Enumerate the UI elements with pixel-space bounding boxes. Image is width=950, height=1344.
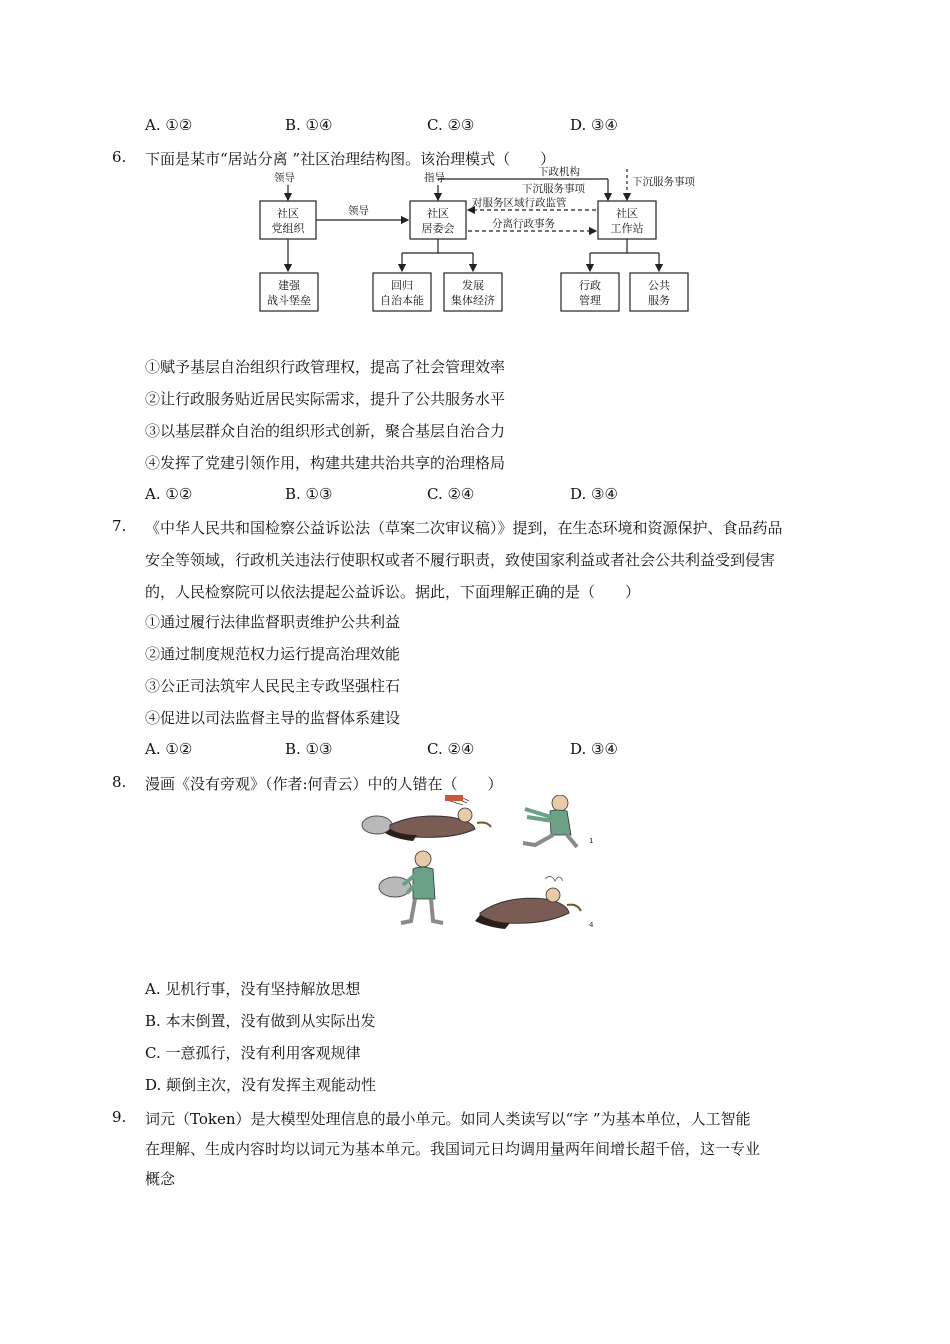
q5-option-c[interactable]: C. ②③: [427, 116, 475, 134]
q6-option-d[interactable]: D. ③④: [570, 485, 618, 503]
box-service-line1: 公共: [648, 279, 670, 292]
q6-item-4: ④发挥了党建引领作用，构建共建共治共享的治理格局: [145, 454, 506, 472]
svg-text:1: 1: [589, 837, 594, 845]
q7-line-2: 安全等领域，行政机关违法行使职权或者不履行职责，致使国家利益或者社会公共利益受到侵害: [145, 551, 776, 569]
q7-item-2: ②通过制度规范权力运行提高治理效能: [145, 645, 401, 663]
label-separate: 分离行政事务: [492, 218, 555, 230]
label-gov: 下政机构: [538, 166, 580, 178]
q8-option-c[interactable]: C. 一意孤行，没有利用客观规律: [145, 1044, 361, 1062]
q7-option-a[interactable]: A. ①②: [145, 740, 193, 758]
q8-cartoon: [355, 795, 600, 935]
q7-number: 7.: [112, 517, 127, 535]
q7-option-d[interactable]: D. ③④: [570, 740, 618, 758]
box-service-line2: 服务: [648, 294, 670, 307]
q8-option-a[interactable]: A. 见机行事，没有坚持解放思想: [145, 980, 361, 998]
box-admin-line1: 行政: [579, 279, 601, 292]
cartoon-panel-4: [475, 876, 594, 929]
q7-option-b[interactable]: B. ①③: [285, 740, 333, 758]
cartoon-panel-1: [362, 795, 491, 841]
q7-item-3: ③公正司法筑牢人民民主专政坚强柱石: [145, 677, 401, 695]
label-lead-top: 领导: [274, 172, 295, 184]
q8-option-d[interactable]: D. 颠倒主次，没有发挥主观能动性: [145, 1076, 377, 1094]
box-fortress-line2: 战斗堡垒: [267, 294, 311, 307]
box-economy-line2: 集体经济: [451, 294, 495, 307]
box-autonomy-line1: 回归: [391, 279, 413, 292]
q9-line-1: 词元（Token）是大模型处理信息的最小单元。如同人类读写以“字 ”为基本单位，人工智能: [145, 1110, 751, 1128]
q9-number: 9.: [112, 1108, 127, 1126]
cartoon-panel-2: [523, 795, 593, 847]
q6-item-3: ③以基层群众自治的组织形式创新，聚合基层自治合力: [145, 422, 506, 440]
label-sink-2: 下沉服务事项: [632, 176, 695, 188]
label-guide: 指导: [424, 172, 445, 184]
box-station-line1: 社区: [616, 207, 638, 220]
q8-stem: 漫画《没有旁观》（作者:何青云）中的人错在（ ）: [145, 775, 503, 793]
q6-number: 6.: [112, 148, 127, 166]
q7-item-1: ①通过履行法律监督职责维护公共利益: [145, 613, 401, 631]
q6-option-a[interactable]: A. ①②: [145, 485, 193, 503]
q5-option-a[interactable]: A. ①②: [145, 116, 193, 134]
q5-option-d[interactable]: D. ③④: [570, 116, 618, 134]
q6-structure-diagram: [250, 165, 710, 315]
cartoon-panel-3: [379, 851, 443, 923]
box-admin-line2: 管理: [579, 294, 601, 307]
q5-option-b[interactable]: B. ①④: [285, 116, 333, 134]
label-lead-mid: 领导: [348, 205, 369, 217]
label-sink-1: 下沉服务事项: [522, 183, 585, 195]
box-party-line2: 党组织: [271, 222, 305, 235]
label-supervise: 对服务区域行政监管: [472, 197, 567, 209]
q7-item-4: ④促进以司法监督主导的监督体系建设: [145, 709, 401, 727]
q6-option-c[interactable]: C. ②④: [427, 485, 475, 503]
q7-line-3: 的，人民检察院可以依法提起公益诉讼。据此，下面理解正确的是（ ）: [145, 583, 641, 601]
svg-text:4: 4: [589, 921, 594, 929]
q6-item-1: ①赋予基层自治组织行政管理权，提高了社会管理效率: [145, 358, 506, 376]
q8-option-b[interactable]: B. 本末倒置，没有做到从实际出发: [145, 1012, 376, 1030]
q7-option-c[interactable]: C. ②④: [427, 740, 475, 758]
q6-item-2: ②让行政服务贴近居民实际需求，提升了公共服务水平: [145, 390, 506, 408]
q7-line-1: 《中华人民共和国检察公益诉讼法（草案二次审议稿）》提到，在生态环境和资源保护、食品药品: [145, 519, 783, 537]
q8-number: 8.: [112, 773, 127, 791]
box-fortress-line1: 建强: [278, 279, 300, 292]
q6-stem: 下面是某市“居站分离 ”社区治理结构图。该治理模式（ ）: [145, 150, 556, 168]
q6-option-b[interactable]: B. ①③: [285, 485, 333, 503]
q9-line-2: 在理解、生成内容时均以词元为基本单元。我国词元日均调用量两年间增长超千倍，这一专业: [145, 1140, 761, 1158]
box-station-line2: 工作站: [610, 222, 644, 235]
box-party-line1: 社区: [277, 207, 299, 220]
box-committee-line2: 居委会: [421, 222, 455, 235]
q9-line-3: 概念: [145, 1170, 176, 1188]
box-committee-line1: 社区: [427, 207, 449, 220]
box-economy-line1: 发展: [462, 279, 484, 292]
box-autonomy-line2: 自治本能: [380, 294, 424, 307]
